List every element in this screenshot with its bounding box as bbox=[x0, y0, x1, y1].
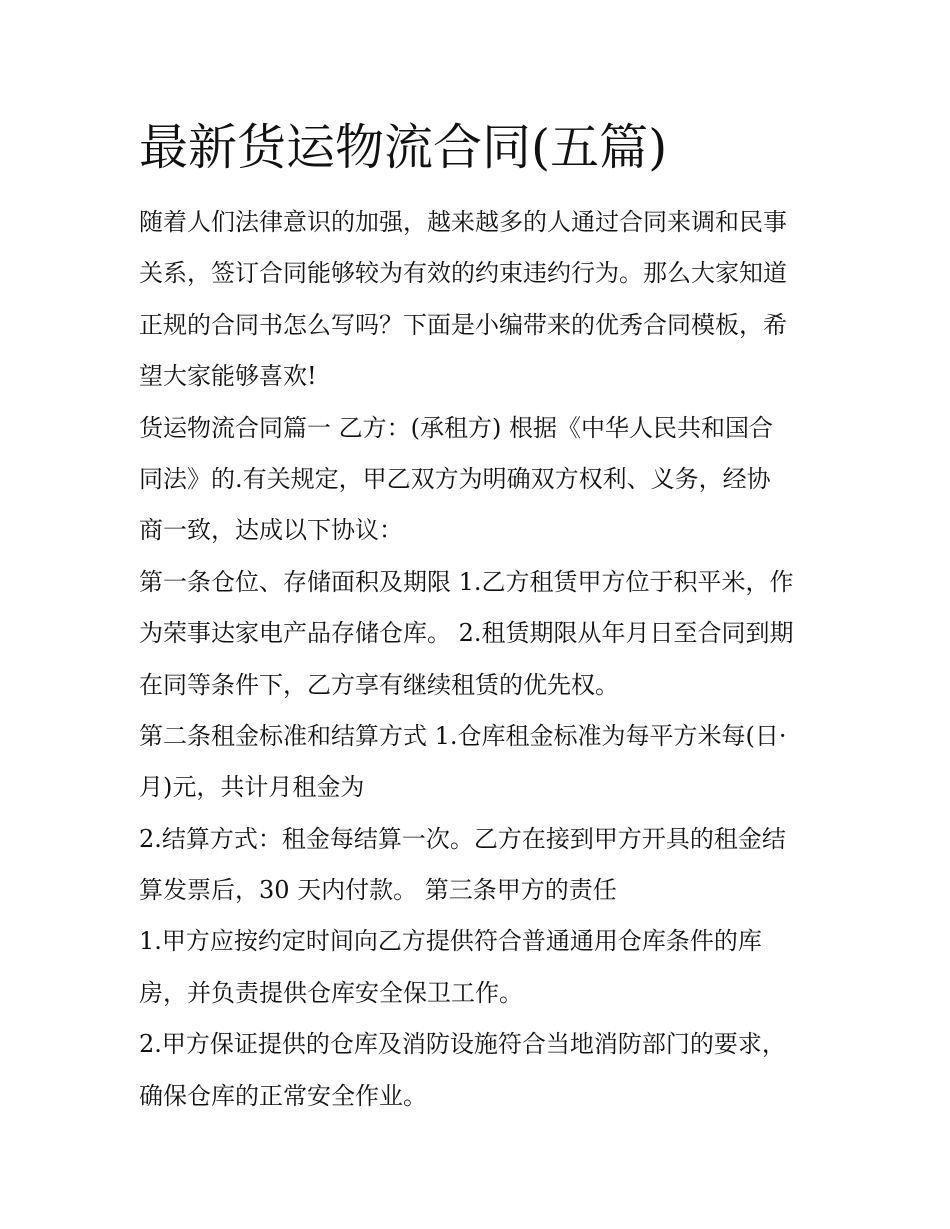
text-line: 随着人们法律意识的加强，越来越多的人通过合同来调和民事 bbox=[139, 208, 787, 236]
text-line: 算发票后，30 天内付款。 第三条甲方的责任 bbox=[139, 876, 617, 905]
text-line: 第二条租金标准和结算方式 1.仓库租金标准为每平方米每(日· bbox=[139, 721, 787, 750]
text-line: 关系，签订合同能够较为有效的约束违约行为。那么大家知道 bbox=[139, 259, 787, 288]
text-line: 月)元，共计月租金为 bbox=[139, 773, 365, 802]
text-line: 房，并负责提供仓库安全保卫工作。 bbox=[139, 978, 523, 1007]
text-line: 货运物流合同篇一 乙方：(承租方) 根据《中华人民共和国合 bbox=[139, 413, 773, 442]
text-line: 在同等条件下，乙方享有继续租赁的优先权。 bbox=[139, 670, 619, 699]
text-line: 2.甲方保证提供的仓库及消防设施符合当地消防部门的要求， bbox=[139, 1030, 786, 1059]
text-line: 同法》的.有关规定，甲乙双方为明确双方权利、义务，经协 bbox=[139, 464, 771, 493]
text-line: 正规的合同书怎么写吗？下面是小编带来的优秀合同模板，希 bbox=[139, 310, 787, 339]
text-line: 望大家能够喜欢! bbox=[139, 362, 317, 391]
text-line: 商一致，达成以下协议： bbox=[139, 516, 403, 545]
text-line: 确保仓库的正常安全作业。 bbox=[139, 1081, 427, 1110]
text-line: 为荣事达家电产品存储仓库。 2.租赁期限从年月日至合同到期 bbox=[139, 619, 794, 648]
text-line: 2.结算方式：租金每结算一次。乙方在接到甲方开具的租金结 bbox=[139, 824, 786, 853]
text-line: 第一条仓位、存储面积及期限 1.乙方租赁甲方位于积平米，作 bbox=[139, 567, 794, 596]
text-line: 1.甲方应按约定时间向乙方提供符合普通通用仓库条件的库 bbox=[139, 927, 762, 956]
document-title: 最新货运物流合同(五篇) bbox=[139, 119, 668, 176]
document-body bbox=[139, 197, 829, 1122]
